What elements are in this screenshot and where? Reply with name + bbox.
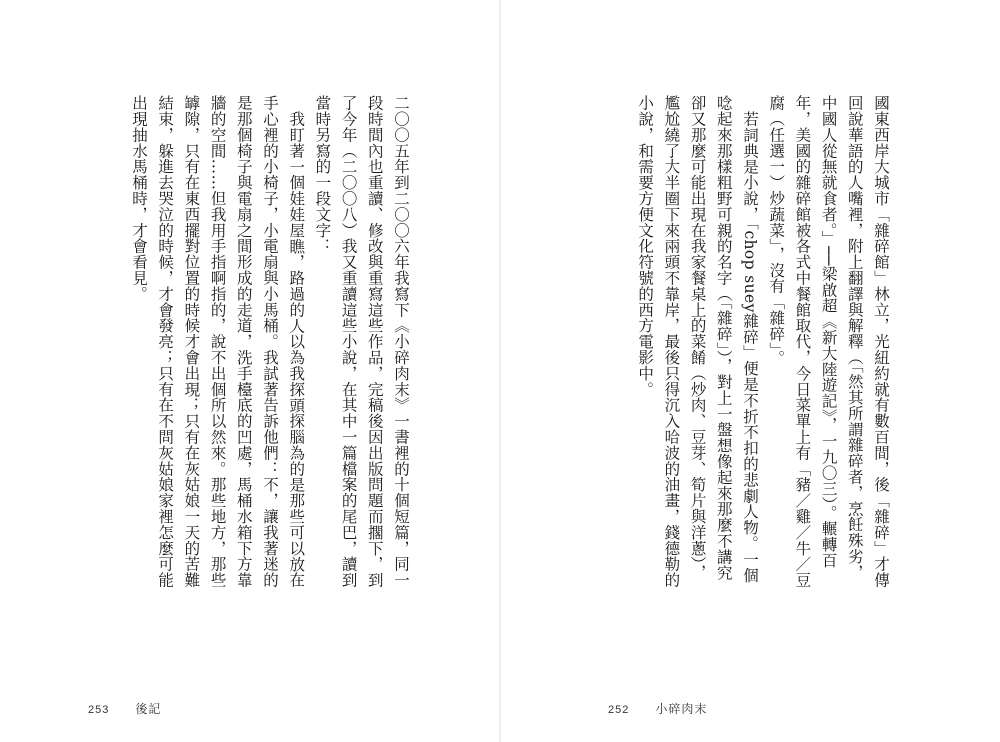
page-number: 252: [608, 704, 630, 716]
left-page-body: [76, 95, 414, 595]
paragraph: 若詞典是小說，「chop suey雜碎」便是不折不扣的悲劇人物。一個唸起來那樣粗野可親的名字（「雜碎」），對上一盤想像起來那麼不講究卻又那麼可能出現在我家餐桌上的菜餚（炒肉、豆芽、筍片與洋蔥），尷尬繞了大半圈下來兩頭不靠岸，最後只得沉入哈波的油畫，錢德勒的小說，和需要方便文化符號的西方電影中。: [636, 95, 759, 588]
running-title: 後記: [135, 702, 162, 716]
left-page-footer: [88, 700, 161, 717]
page-number: 253: [88, 704, 110, 716]
right-page-body: [632, 95, 894, 595]
paragraph: 二〇〇五年到二〇〇六年我寫下《小碎肉末》一書裡的十個短篇，同一段時間內也重讀、修改與重寫這些作品，完稿後因出版問題而擱下，到了今年（二〇〇八）我又重讀這些小說，在其中一篇檔案的尾巴，讀到當時另寫的一段文字：: [313, 95, 410, 588]
paragraph: 我盯著一個娃娃屋瞧，路過的人以為我探頭探腦為的是那些可以放在手心裡的小椅子，小電扇與小馬桶。我試著告訴他們：不，讓我著迷的是那個椅子與電扇之間形成的走道，洗手檯底的凹處，馬桶水箱下方靠牆的空間……但我用手指啊指的，說不出個所以然來。那些地方，那些罅隙，只有在東西擺對位置的時候才會出現；只有在灰姑娘一天的苦難結束，躲進去哭泣的時候，才會發亮；只有在不問灰姑娘家裡怎麼可能出現抽水馬桶時，才會看見。: [129, 95, 306, 588]
right-page-footer: [608, 700, 707, 717]
running-title: 小碎肉末: [655, 702, 708, 716]
paragraph: 國東西岸大城市「雜碎館」林立，光紐約就有數百間，後「雜碎」才傳回說華語的人嘴裡，附上翻譯與解釋（「然其所謂雜碎者，烹飪殊劣，中國人從無就食者。」──梁啟超《新大陸遊記》，一九〇三）。輾轉百年，美國的雜碎館被各式中餐館取代，今日菜單上有「豬／雞／牛／豆腐（任選一）炒蔬菜」，沒有「雜碎」。: [767, 95, 890, 588]
